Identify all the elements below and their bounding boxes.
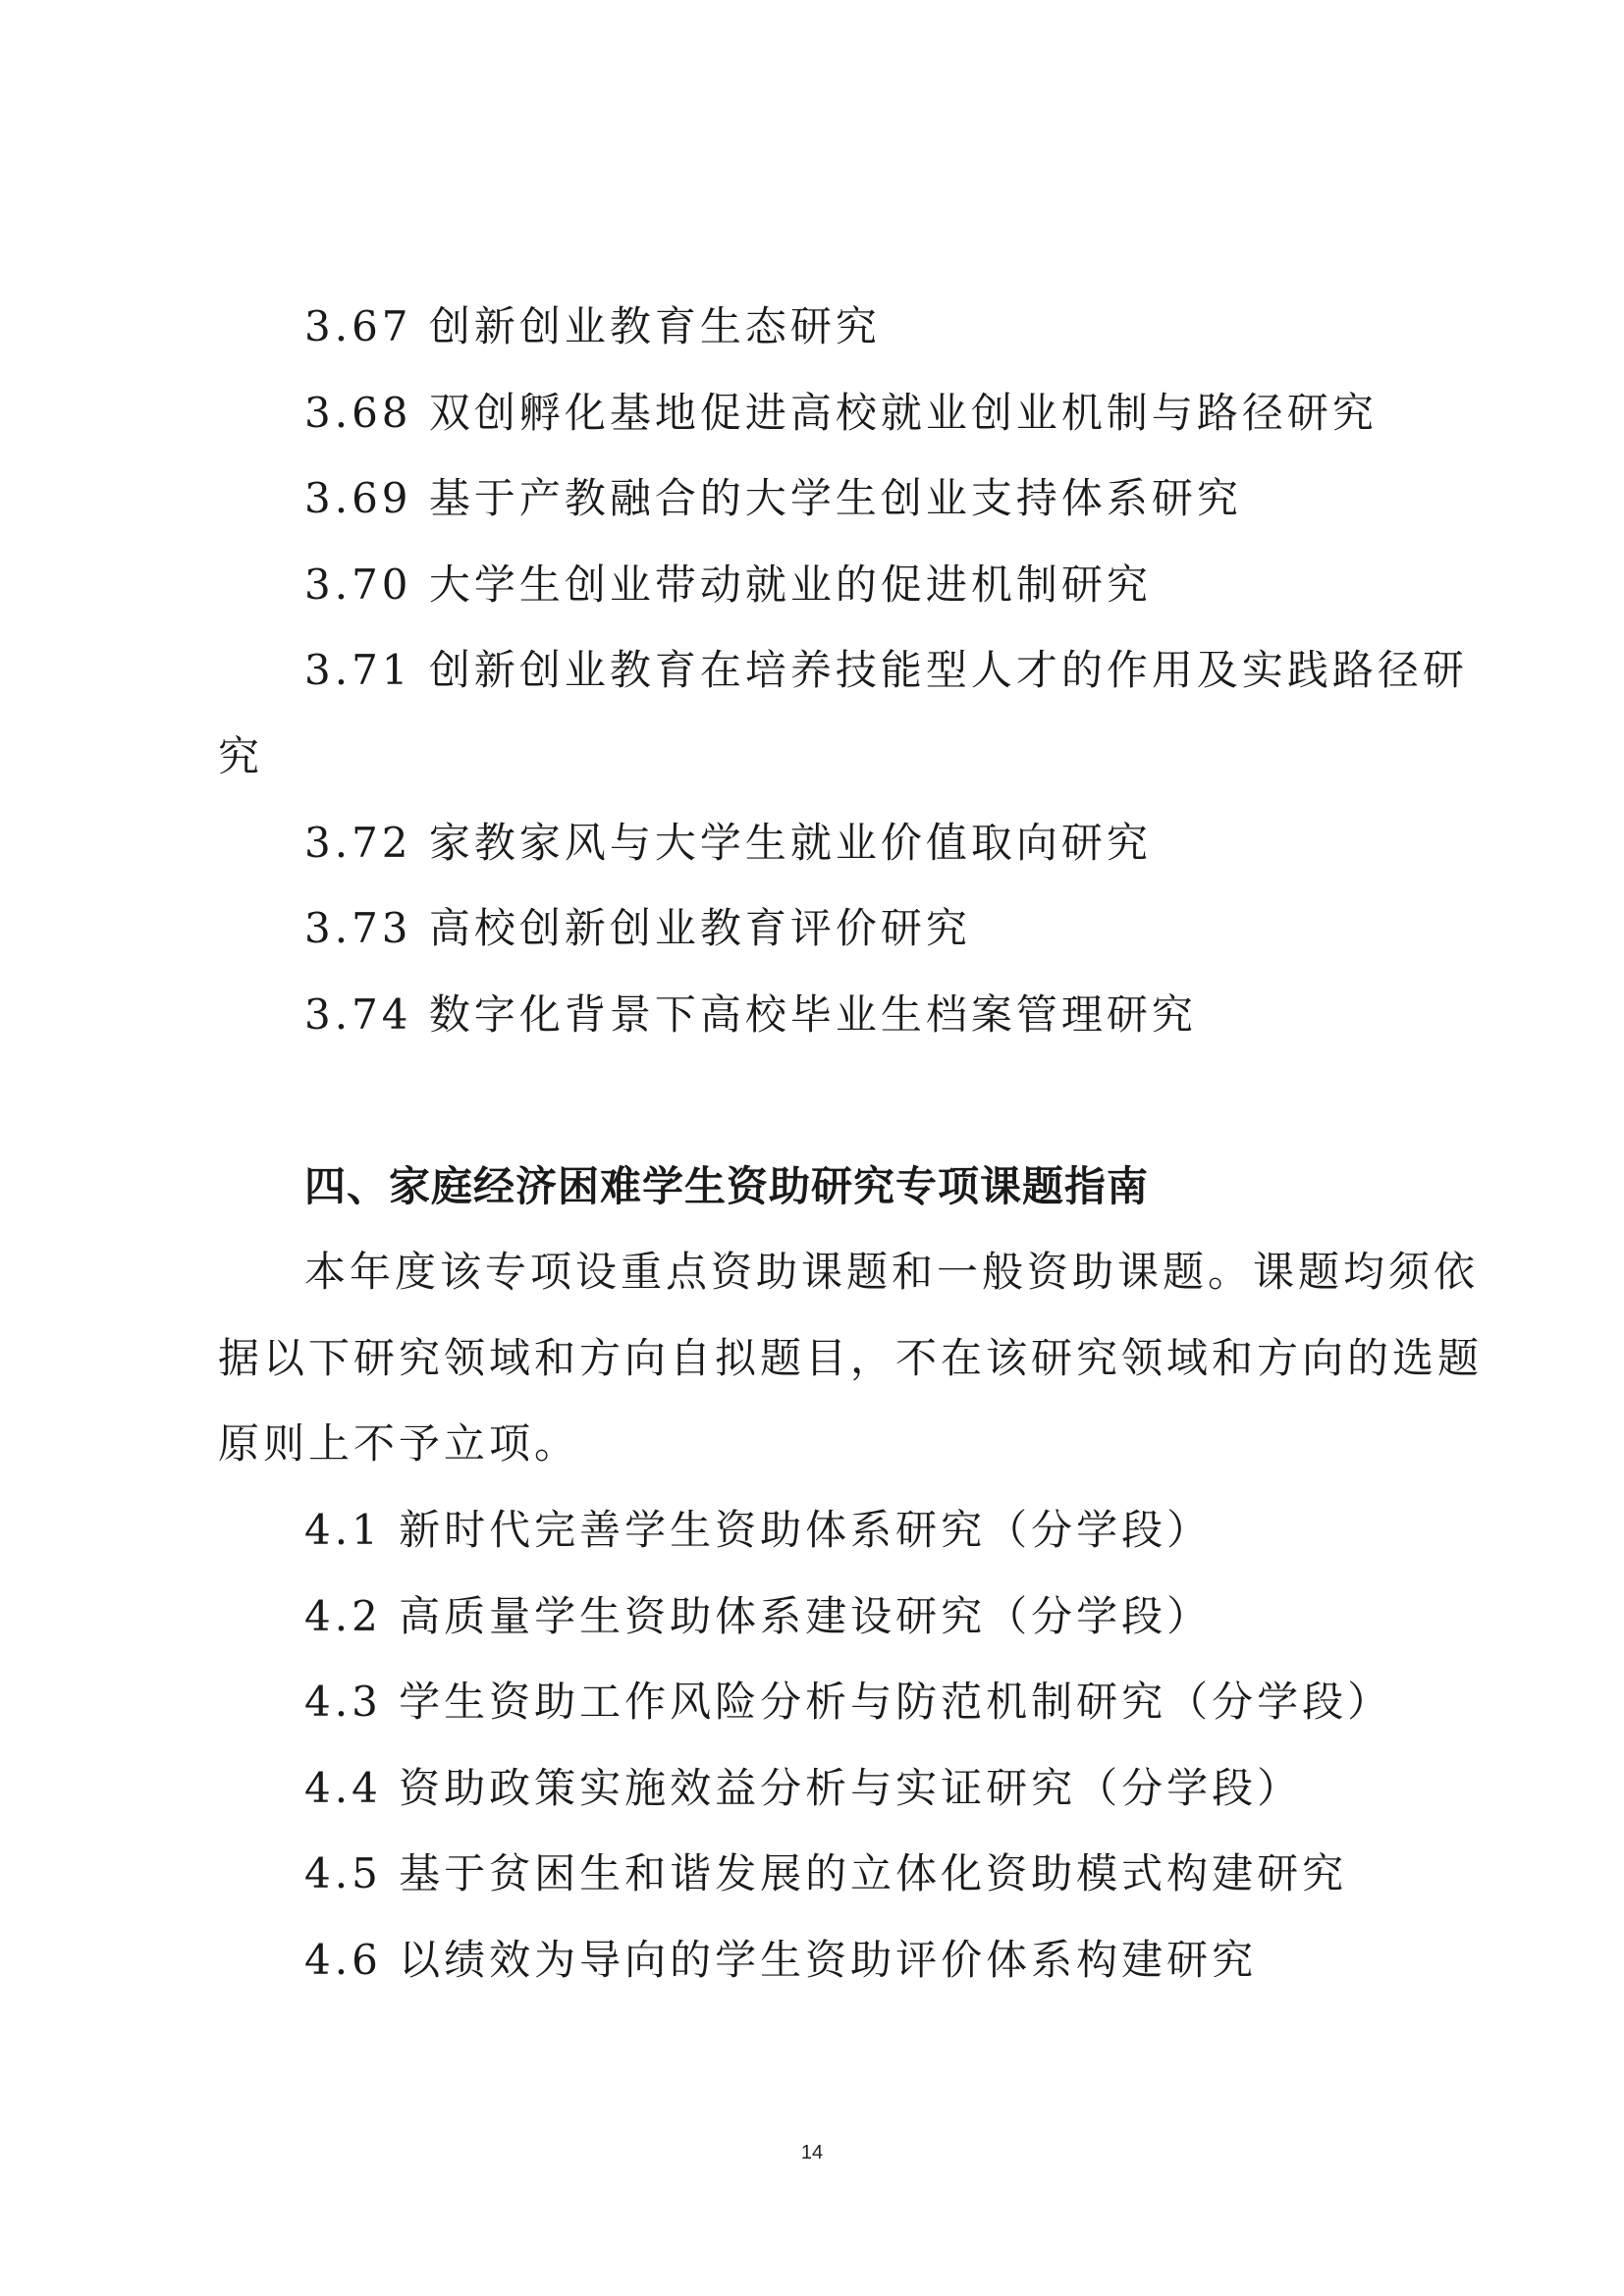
- list-item-continuation: 究: [218, 732, 264, 780]
- list-item: 3.70 大学生创业带动就业的促进机制研究: [304, 561, 1152, 609]
- list-item: 4.6 以绩效为导向的学生资助评价体系构建研究: [304, 1936, 1258, 1984]
- list-item: 3.67 创新创业教育生态研究: [304, 302, 881, 350]
- list-item: 3.69 基于产教融合的大学生创业支持体系研究: [304, 474, 1242, 522]
- list-item: 3.74 数字化背景下高校毕业生档案管理研究: [304, 990, 1197, 1039]
- list-item: 4.5 基于贫困生和谐发展的立体化资助模式构建研究: [304, 1849, 1348, 1897]
- list-item: 3.73 高校创新创业教育评价研究: [304, 904, 971, 952]
- list-item: 4.2 高质量学生资助体系建设研究（分学段）: [304, 1592, 1213, 1640]
- list-item: 4.3 学生资助工作风险分析与防范机制研究（分学段）: [304, 1678, 1393, 1726]
- list-item: 4.4 资助政策实施效益分析与实证研究（分学段）: [304, 1764, 1303, 1812]
- list-item: 3.71 创新创业教育在培养技能型人才的作用及实践路径研: [304, 646, 1468, 694]
- paragraph-line: 本年度该专项设重点资助课题和一般资助课题。课题均须依: [304, 1248, 1480, 1296]
- section-heading: 四、家庭经济困难学生资助研究专项课题指南: [304, 1162, 1150, 1210]
- page-number: 14: [800, 2142, 824, 2163]
- list-item: 3.72 家教家风与大学生就业价值取向研究: [304, 819, 1152, 867]
- list-item: 3.68 双创孵化基地促进高校就业创业机制与路径研究: [304, 389, 1378, 437]
- paragraph-line: 据以下研究领域和方向自拟题目，不在该研究领域和方向的选题: [218, 1334, 1484, 1382]
- paragraph-line: 原则上不予立项。: [218, 1419, 580, 1468]
- list-item: 4.1 新时代完善学生资助体系研究（分学段）: [304, 1506, 1213, 1554]
